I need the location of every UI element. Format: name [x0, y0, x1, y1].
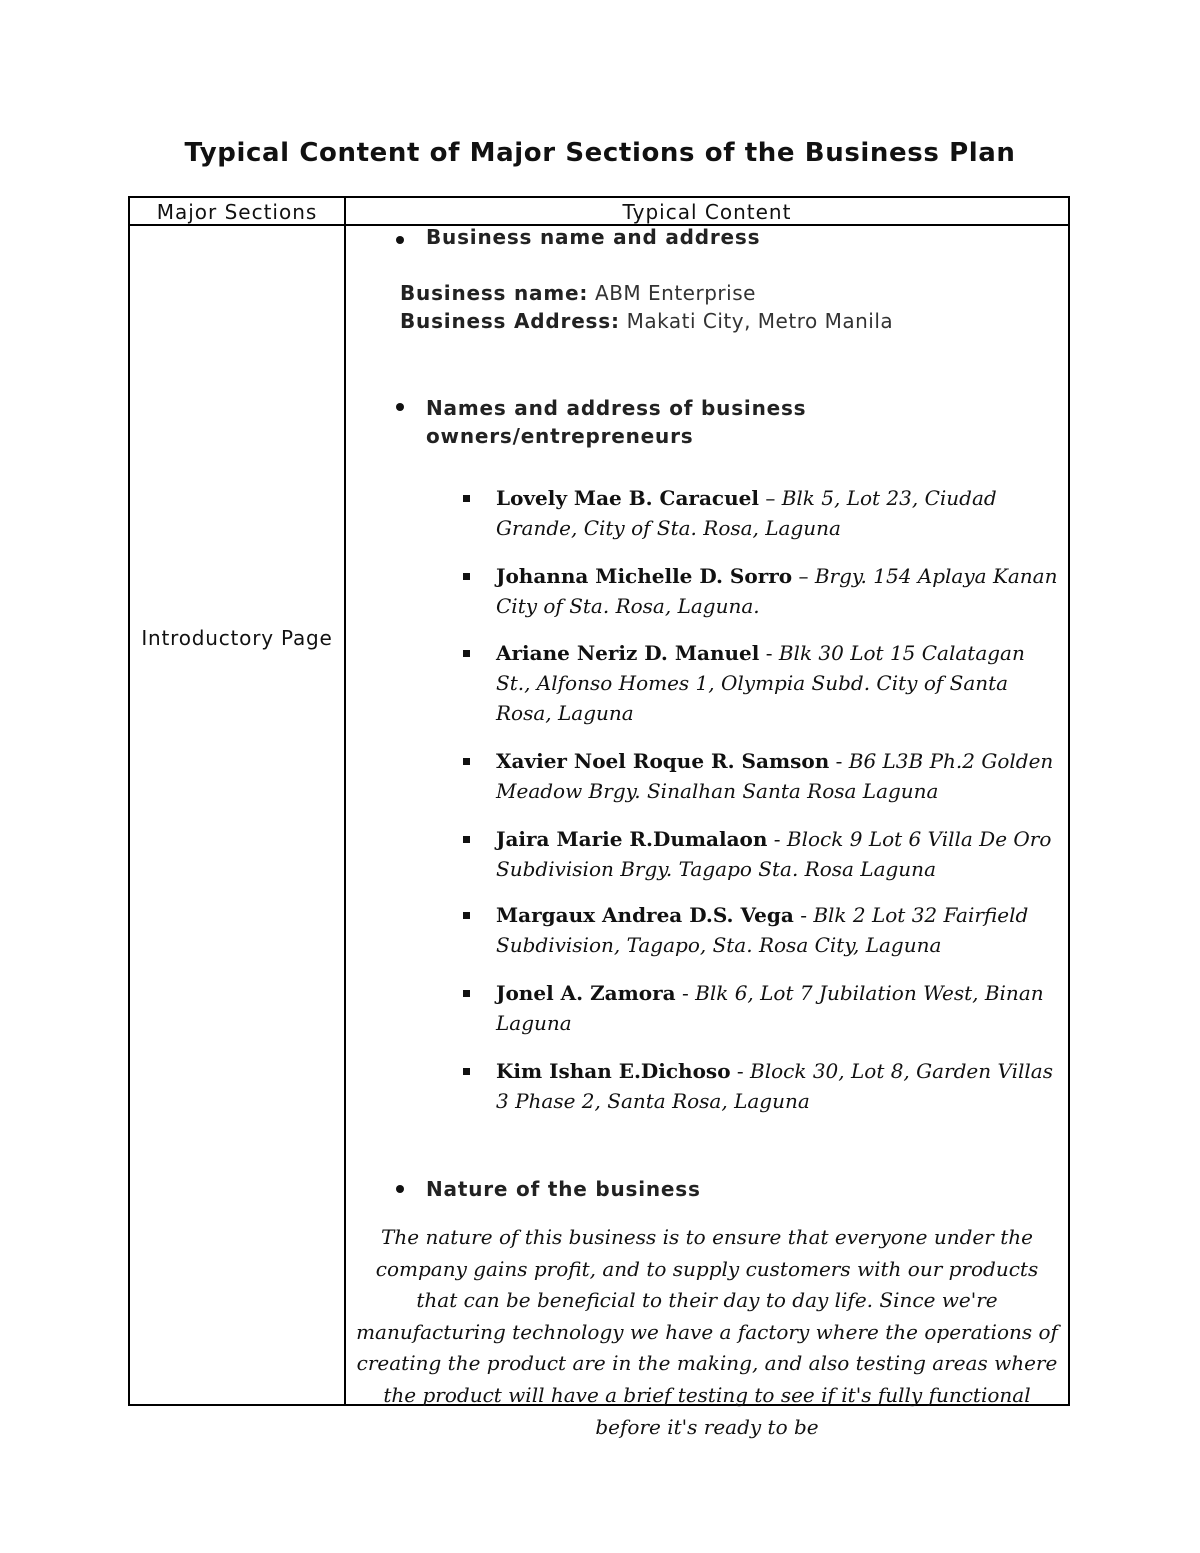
bullet-icon [396, 1185, 404, 1193]
owner-entry [496, 1056, 1061, 1116]
owner-name: Xavier Noel Roque R. Samson [496, 749, 830, 773]
business-plan-table [128, 196, 1070, 1439]
business-address-line [400, 307, 893, 335]
typical-content-cell [346, 225, 1068, 1439]
owner-entry [496, 483, 1061, 543]
owner-name: Jaira Marie R.Dumalaon [496, 827, 768, 851]
owner-entry [496, 561, 1061, 621]
owner-separator: - [767, 827, 787, 851]
square-bullet-icon [463, 912, 470, 919]
owner-separator: - [759, 641, 779, 665]
square-bullet-icon [463, 836, 470, 843]
header-major-sections: Major Sections [156, 200, 318, 224]
owner-name: Johanna Michelle D. Sorro [496, 564, 793, 588]
owner-entry [496, 638, 1061, 728]
owner-name: Ariane Neriz D. Manuel [496, 641, 760, 665]
square-bullet-icon [463, 1068, 470, 1075]
owner-address: B6 L3B Ph.2 Golden Meadow Brgy. Sinalhan Santa Rosa Laguna [496, 749, 1054, 803]
owner-address: Blk 2 Lot 32 Fairfield Subdivision, Tagapo, Sta. Rosa City, Laguna [496, 903, 1029, 957]
square-bullet-icon [463, 650, 470, 657]
owner-separator: - [829, 749, 849, 773]
square-bullet-icon [463, 758, 470, 765]
owner-entry [496, 746, 1061, 806]
owner-entry [496, 978, 1061, 1038]
owner-name: Kim Ishan E.Dichoso [496, 1059, 731, 1083]
business-name-line [400, 279, 756, 307]
owner-name: Lovely Mae B. Caracuel [496, 486, 759, 510]
business-address-value: Makati City, Metro Manila [626, 309, 894, 333]
nature-paragraph: The nature of this business is to ensure that everyone under the company gains profit, and to supply customers with our products that can be beneficial to their day to day life. Since we're manufacturing technology we have a factory where the operations of creating the product are in the making, and also testing areas where the product will have a brief testing to see if it's fully functional before it's ready to be [356, 1225, 1058, 1439]
owner-separator: - [793, 903, 814, 927]
business-name-label: Business name: [400, 281, 589, 305]
owner-address: Blk 6, Lot 7 Jubilation West, Binan Laguna [496, 981, 1044, 1035]
bullet-icon [396, 236, 404, 244]
owner-separator: – [758, 486, 782, 510]
owner-address: Block 30, Lot 8, Garden Villas 3 Phase 2, Santa Rosa, Laguna [496, 1059, 1053, 1113]
square-bullet-icon [463, 573, 470, 580]
section-introductory-page: Introductory Page [141, 626, 333, 650]
document-title: Typical Content of Major Sections of the Business Plan [184, 138, 1016, 168]
business-address-label: Business Address: [400, 309, 620, 333]
business-name-value: ABM Enterprise [595, 281, 756, 305]
owner-separator: - [730, 1059, 751, 1083]
owner-name: Margaux Andrea D.S. Vega [496, 903, 794, 927]
owner-address: Block 9 Lot 6 Villa De Oro Subdivision Brgy. Tagapo Sta. Rosa Laguna [496, 827, 1052, 881]
owner-separator: – [792, 564, 815, 588]
square-bullet-icon [463, 495, 470, 502]
bullet-icon [396, 403, 404, 411]
owner-entry [496, 824, 1061, 884]
business-heading: Business name and address [426, 225, 761, 249]
owner-name: Jonel A. Zamora [496, 981, 676, 1005]
owner-entry [496, 900, 1061, 960]
header-typical-content: Typical Content [622, 200, 792, 224]
owner-address: Brgy. 154 Aplaya Kanan City of Sta. Rosa, Laguna. [496, 564, 1058, 618]
square-bullet-icon [463, 990, 470, 997]
owners-heading: Names and address of business owners/entrepreneurs [426, 396, 807, 448]
owner-address: Blk 30 Lot 15 Calatagan St., Alfonso Homes 1, Olympia Subd. City of Santa Rosa, Laguna [496, 641, 1025, 725]
nature-heading: Nature of the business [426, 1177, 701, 1201]
owner-address: Blk 5, Lot 23, Ciudad Grande, City of Sta. Rosa, Laguna [496, 486, 997, 540]
owner-separator: - [675, 981, 696, 1005]
